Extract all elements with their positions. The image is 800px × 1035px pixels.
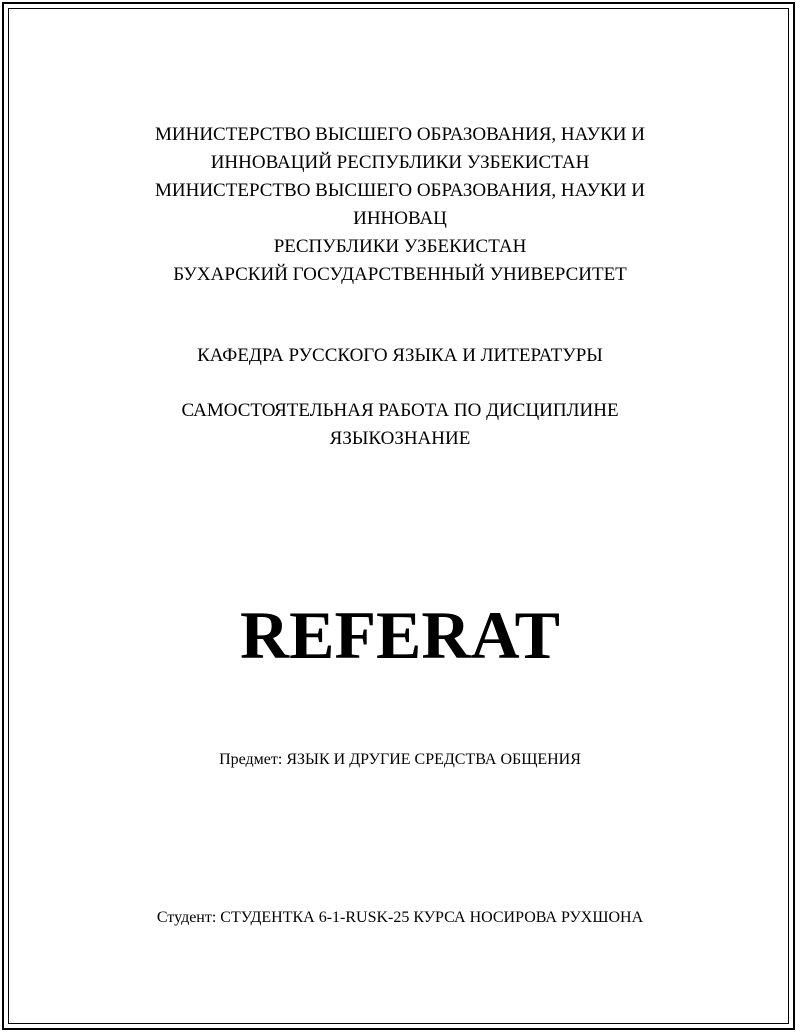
header-line: МИНИСТЕРСТВО ВЫСШЕГО ОБРАЗОВАНИЯ, НАУКИ И	[155, 180, 645, 201]
work-line: ЯЗЫКОЗНАНИЕ	[329, 428, 471, 449]
student-line: Студент: СТУДЕНТКА 6-1-RUSK-25 КУРСА НОСИРОВА РУХШОНА	[156, 909, 644, 926]
work-description	[100, 397, 700, 453]
header-line: ИННОВАЦИЙ РЕСПУБЛИКИ УЗБЕКИСТАН	[210, 152, 590, 173]
institution-header	[100, 121, 700, 289]
department-name: КАФЕДРА РУССКОГО ЯЗЫКА И ЛИТЕРАТУРЫ	[197, 345, 603, 366]
subject-line: Предмет: ЯЗЫК И ДРУГИЕ СРЕДСТВА ОБЩЕНИЯ	[219, 751, 581, 768]
work-line: САМОСТОЯТЕЛЬНАЯ РАБОТА ПО ДИСЦИПЛИНЕ	[181, 400, 619, 421]
header-line: БУХАРСКИЙ ГОСУДАРСТВЕННЫЙ УНИВЕРСИТЕТ	[173, 264, 627, 285]
document-title: REFERAT	[240, 597, 560, 673]
header-line: ИННОВАЦ	[353, 208, 447, 229]
header-line: МИНИСТЕРСТВО ВЫСШЕГО ОБРАЗОВАНИЯ, НАУКИ И	[155, 124, 645, 145]
header-line: РЕСПУБЛИКИ УЗБЕКИСТАН	[273, 236, 527, 257]
